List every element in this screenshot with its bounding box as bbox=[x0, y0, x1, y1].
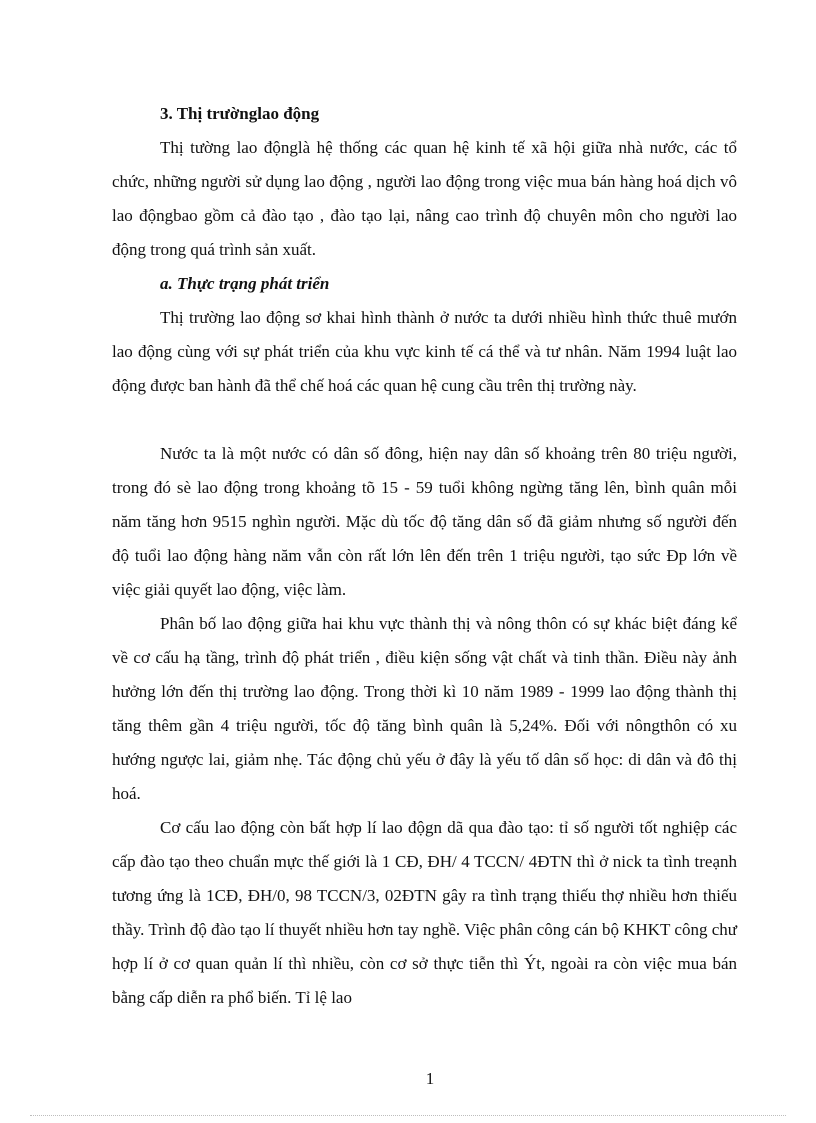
section-heading: 3. Thị trườnglao động bbox=[160, 104, 320, 123]
paragraph-labor-market-definition: Thị tường lao độnglà hệ thống các quan hệ kinh tế xã hội giữa nhà nước, các tổ chức, những người sử dụng lao động , người lao động trong việc mua bán hàng hoá dịch vô lao độngbao gồm cả đào tạo , đào tạo lại, nâng cao trình độ chuyên môn cho người lao động trong quá trình sản xuất. bbox=[112, 138, 737, 259]
page-number: 1 bbox=[425, 1069, 435, 1088]
page-bottom-divider bbox=[30, 1115, 786, 1116]
subsection-heading: a. Thực trạng phát triển bbox=[160, 274, 330, 293]
paragraph-market-formation: Thị trường lao động sơ khai hình thành ở nước ta dưới nhiều hình thức thuê mướn lao động cùng với sự phát triển của khu vực kinh tế cá thể và tư nhân. Năm 1994 luật lao động được ban hành đã thể chế hoá các quan hệ cung cầu trên thị trường này. bbox=[112, 308, 737, 395]
paragraph-labor-structure: Cơ cấu lao động còn bất hợp lí lao độgn dã qua đào tạo: tỉ số người tốt nghiệp các cấp đào tạo theo chuẩn mực thế giới là 1 CĐ, ĐH/ 4 TCCN/ 4ĐTN thì ở nick ta tình treạnh tương ứng là 1CĐ, ĐH/0, 98 TCCN/3, 02ĐTN gây ra tình trạng thiếu thợ nhiều hơn thiếu thầy. Trình độ đào tạo lí thuyết nhiều hơn tay nghề. Việc phân công cán bộ KHKT công chư hợp lí ở cơ quan quản lí thì nhiều, còn cơ sở thực tiễn thì Ýt, ngoài ra còn việc mua bán bằng cấp diễn ra phổ biến. Tỉ lệ lao bbox=[112, 818, 737, 1007]
paragraph-population-labor: Nước ta là một nước có dân số đông, hiện nay dân số khoảng trên 80 triệu người, trong đó sè lao động trong khoảng tõ 15 - 59 tuổi không ngừng tăng lên, bình quân mỗi năm tăng hơn 9515 nghìn người. Mặc dù tốc độ tăng dân số đã giảm nhưng số người đến độ tuổi lao động hàng năm vẫn còn rất lớn lên đến trên 1 triệu người, tạo sức Ðp lớn về việc giải quyết lao động, việc làm. bbox=[112, 444, 737, 599]
paragraph-urban-rural-distribution: Phân bố lao động giữa hai khu vực thành thị và nông thôn có sự khác biệt đáng kể về cơ cấu hạ tầng, trình độ phát triển , điều kiện sống vật chất và tinh thần. Điều này ảnh hưởng lớn đến thị trường lao động. Trong thời kì 10 năm 1989 - 1999 lao động thành thị tăng thêm gần 4 triệu người, tốc độ tăng bình quân là 5,24%. Đối với nôngthôn có xu hướng ngược lai, giảm nhẹ. Tác động chủ yếu ở đây là yếu tố dân số học: di dân và đô thị hoá. bbox=[112, 614, 737, 803]
